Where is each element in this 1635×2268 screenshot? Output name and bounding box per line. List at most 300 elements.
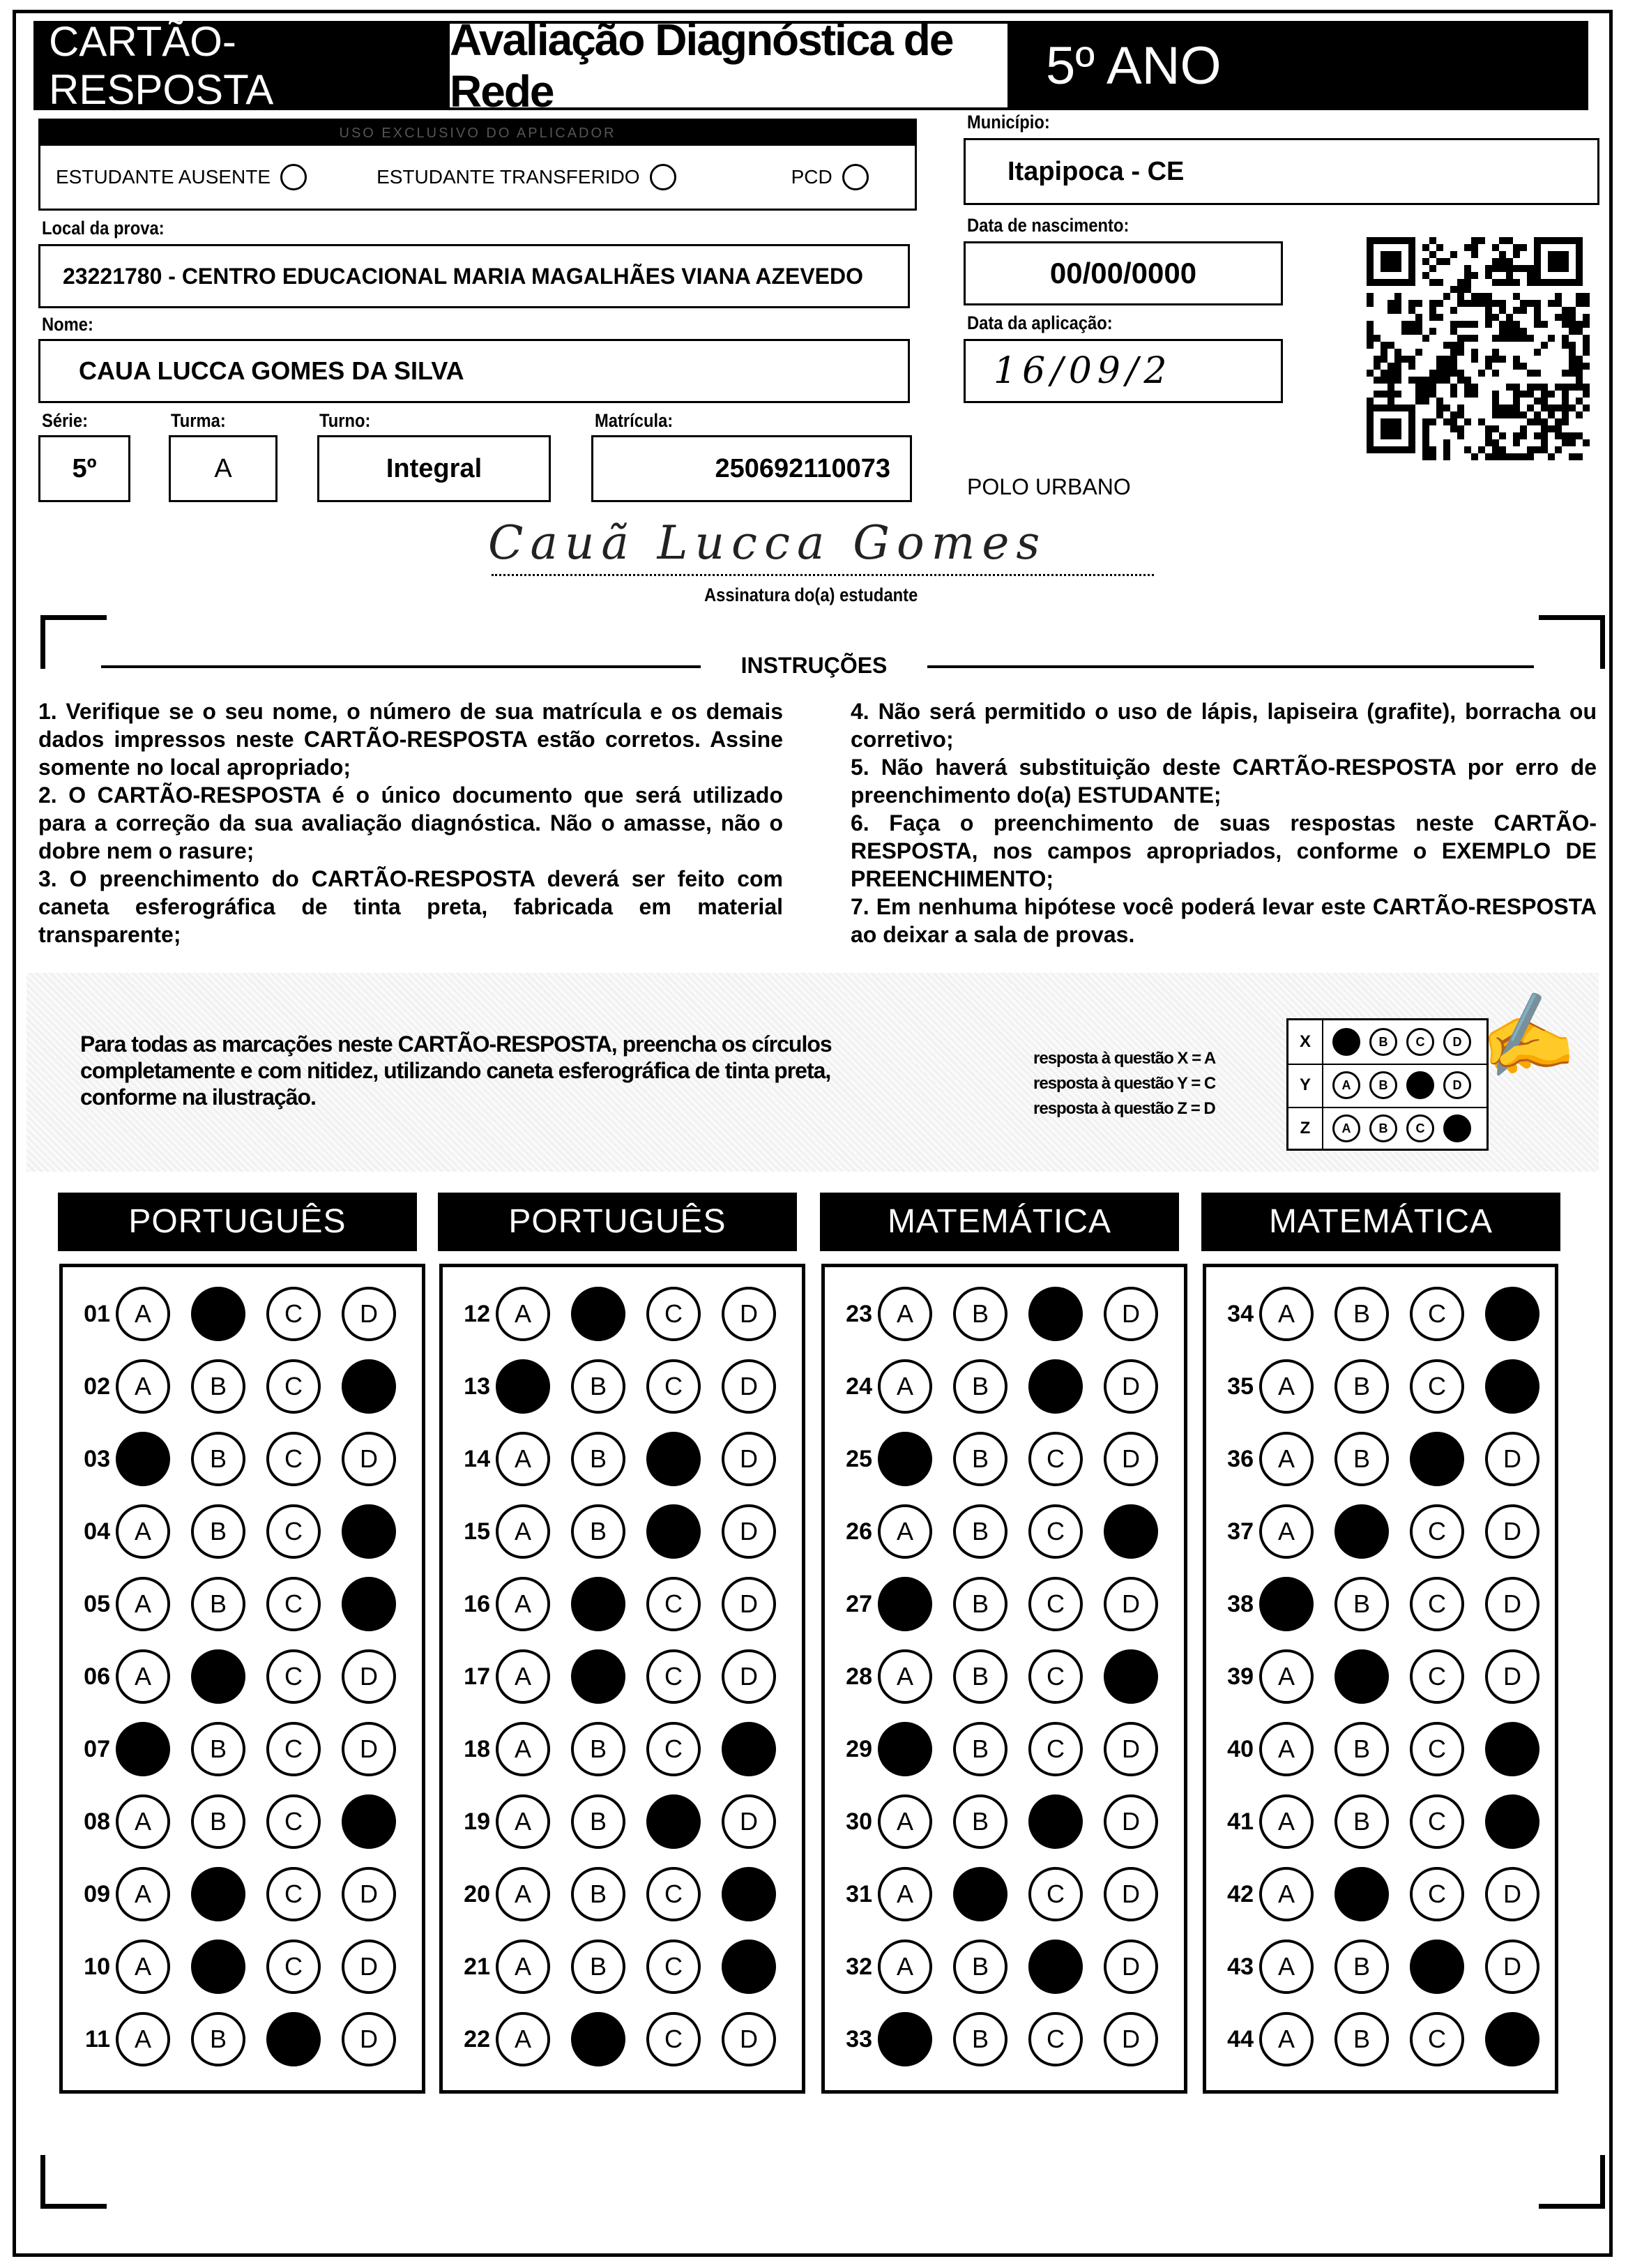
- answer-bubble-d[interactable]: D: [342, 1359, 396, 1414]
- answer-bubble-c[interactable]: C: [266, 1432, 321, 1486]
- answer-bubble-b[interactable]: B: [953, 1504, 1007, 1559]
- question-row: [71, 1573, 396, 1635]
- qr-code: [1367, 237, 1590, 460]
- question-number: 28: [846, 1663, 872, 1690]
- question-row: [1215, 1428, 1539, 1490]
- answer-bubble-a[interactable]: A: [496, 1432, 550, 1486]
- instruction-2: 2. O CARTÃO-RESPOSTA é o único documento que será utilizado para a correção da sua avaliação diagnóstica. Não o amasse, não o dobre nem o rasure;: [38, 783, 783, 863]
- corner-bottom-right: [1539, 2155, 1605, 2209]
- question-number: 09: [84, 1880, 110, 1907]
- question-row: [451, 1935, 776, 1998]
- answer-bubble-a[interactable]: A: [878, 1287, 932, 1341]
- question-number: 32: [846, 1953, 872, 1980]
- example-bubble: B: [1369, 1114, 1397, 1142]
- answer-bubble-a[interactable]: A: [116, 1649, 170, 1704]
- answer-bubble-a[interactable]: A: [496, 2012, 550, 2066]
- answer-bubble-d[interactable]: D: [342, 1867, 396, 1921]
- answer-bubble-c[interactable]: C: [646, 1287, 701, 1341]
- corner-bottom-left: [40, 2155, 107, 2209]
- answer-bubble-b[interactable]: B: [1334, 1432, 1389, 1486]
- question-number: 10: [84, 1953, 110, 1980]
- polo-label: POLO URBANO: [967, 474, 1131, 499]
- answer-bubble-a[interactable]: A: [1259, 2012, 1314, 2066]
- signature: Cauã Lucca Gomes: [488, 516, 1047, 570]
- question-row: [71, 1790, 396, 1853]
- answer-bubble-c[interactable]: C: [1410, 1432, 1464, 1486]
- answer-bubble-d[interactable]: D: [722, 1867, 776, 1921]
- answer-bubble-b[interactable]: B: [953, 1432, 1007, 1486]
- question-row: [833, 1283, 1158, 1345]
- question-row: [451, 1355, 776, 1418]
- answer-bubble-b[interactable]: B: [191, 1432, 245, 1486]
- example-bubble: A: [1332, 1114, 1360, 1142]
- question-row: [833, 1355, 1158, 1418]
- question-row: [71, 1355, 396, 1418]
- card-title: CARTÃO-RESPOSTA: [49, 18, 274, 113]
- answer-bubble-b[interactable]: B: [571, 2012, 625, 2066]
- answer-bubble-b[interactable]: B: [191, 1722, 245, 1776]
- answer-bubble-d[interactable]: D: [1104, 2012, 1158, 2066]
- question-number: 29: [846, 1735, 872, 1762]
- question-row: [833, 1428, 1158, 1490]
- example-row: [1288, 1107, 1486, 1150]
- assessment-title: Avaliação Diagnóstica de Rede: [450, 15, 953, 116]
- answer-bubble-c[interactable]: C: [1410, 1794, 1464, 1849]
- answer-bubble-a[interactable]: A: [878, 1577, 932, 1631]
- answer-bubble-b[interactable]: B: [953, 2012, 1007, 2066]
- question-row: [451, 1573, 776, 1635]
- signature-line: [492, 574, 1154, 576]
- answer-bubble-c[interactable]: C: [1028, 1867, 1083, 1921]
- local-label: Local da prova:: [42, 218, 165, 239]
- instruction-6: 6. Faça o preenchimento de suas respostas neste CARTÃO-RESPOSTA, nos campos apropriados, conforme o EXEMPLO DE PREENCHIMENTO;: [851, 810, 1597, 891]
- answer-bubble-d[interactable]: D: [1104, 1940, 1158, 1994]
- question-number: 35: [1227, 1373, 1254, 1400]
- answer-bubble-c[interactable]: C: [1028, 1504, 1083, 1559]
- answer-bubble-c[interactable]: C: [266, 1649, 321, 1704]
- answer-bubble-b[interactable]: B: [571, 1867, 625, 1921]
- nome-label: Nome:: [42, 314, 93, 335]
- turno-field: [317, 435, 551, 502]
- example-bubble: D: [1443, 1071, 1471, 1099]
- question-row: [451, 2008, 776, 2071]
- question-row: [833, 1790, 1158, 1853]
- answer-bubble-b[interactable]: B: [953, 1287, 1007, 1341]
- answer-bubble-d[interactable]: D: [1485, 1722, 1539, 1776]
- example-bubble: B: [1369, 1028, 1397, 1056]
- answer-bubble-a[interactable]: A: [1259, 1359, 1314, 1414]
- answer-bubble-b[interactable]: B: [571, 1722, 625, 1776]
- answer-bubble-d[interactable]: D: [1104, 1867, 1158, 1921]
- aplicacao-field[interactable]: [964, 339, 1283, 403]
- question-number: 05: [84, 1590, 110, 1617]
- answer-bubble-d[interactable]: D: [722, 1722, 776, 1776]
- answer-bubble-a[interactable]: A: [116, 1867, 170, 1921]
- answer-bubble-c[interactable]: C: [266, 1287, 321, 1341]
- aplicacao-label: Data da aplicação:: [967, 312, 1113, 333]
- instruction-1: 1. Verifique se o seu nome, o número de sua matrícula e os demais dados impressos neste CARTÃO-RESPOSTA estão corretos. Assine somente no local apropriado;: [38, 699, 783, 780]
- matricula-field: [591, 435, 912, 502]
- answer-bubble-c[interactable]: C: [1028, 1794, 1083, 1849]
- question-number: 30: [846, 1808, 872, 1835]
- answer-bubble-c[interactable]: C: [1410, 1867, 1464, 1921]
- answer-bubble-c[interactable]: C: [646, 1867, 701, 1921]
- answer-bubble-d[interactable]: D: [722, 1794, 776, 1849]
- answer-bubble-a[interactable]: A: [496, 1649, 550, 1704]
- answer-bubble-a[interactable]: A: [1259, 1794, 1314, 1849]
- question-row: [71, 1428, 396, 1490]
- answer-bubble-c[interactable]: C: [266, 1359, 321, 1414]
- answer-bubble-d[interactable]: D: [1485, 1794, 1539, 1849]
- answer-bubble-d[interactable]: D: [1485, 1359, 1539, 1414]
- question-number: 06: [84, 1663, 110, 1690]
- answer-bubble-a[interactable]: A: [878, 1649, 932, 1704]
- question-row: [1215, 1283, 1539, 1345]
- question-row: [1215, 1718, 1539, 1781]
- answer-bubble-d[interactable]: D: [342, 1649, 396, 1704]
- answer-bubble-a[interactable]: A: [116, 1940, 170, 1994]
- answer-bubble-a[interactable]: A: [878, 1504, 932, 1559]
- answer-bubble-c[interactable]: C: [266, 1504, 321, 1559]
- turno-value: Integral: [386, 453, 482, 483]
- absent-label: ESTUDANTE AUSENTE: [56, 166, 271, 188]
- answer-bubble-d[interactable]: D: [342, 1504, 396, 1559]
- answer-bubble-c[interactable]: C: [1028, 1722, 1083, 1776]
- answer-bubble-c[interactable]: C: [266, 1577, 321, 1631]
- question-row: [833, 1500, 1158, 1563]
- answer-bubble-b[interactable]: B: [1334, 1577, 1389, 1631]
- answer-bubble-d[interactable]: D: [342, 1794, 396, 1849]
- answer-bubble-a[interactable]: A: [496, 1287, 550, 1341]
- answer-bubble-a[interactable]: A: [878, 1867, 932, 1921]
- answer-bubble-b[interactable]: B: [191, 1940, 245, 1994]
- answer-bubble-d[interactable]: D: [722, 1649, 776, 1704]
- turno-label: Turno:: [319, 410, 371, 431]
- answer-bubble-b[interactable]: B: [571, 1577, 625, 1631]
- question-row: [1215, 2008, 1539, 2071]
- example-bubble: [1443, 1114, 1471, 1142]
- answer-bubble-a[interactable]: A: [1259, 1649, 1314, 1704]
- answer-bubble-a[interactable]: A: [496, 1577, 550, 1631]
- answer-bubble-a[interactable]: A: [878, 1794, 932, 1849]
- answer-bubble-c[interactable]: C: [1028, 2012, 1083, 2066]
- question-number: 36: [1227, 1445, 1254, 1472]
- question-number: 25: [846, 1445, 872, 1472]
- answer-bubble-b[interactable]: B: [191, 2012, 245, 2066]
- answer-bubble-c[interactable]: C: [1410, 1577, 1464, 1631]
- answer-bubble-a[interactable]: A: [1259, 1432, 1314, 1486]
- answer-bubble-d[interactable]: D: [1104, 1722, 1158, 1776]
- answer-bubble-b[interactable]: B: [1334, 1359, 1389, 1414]
- question-row: [71, 2008, 396, 2071]
- instructions-title: INSTRUÇÕES: [740, 653, 888, 678]
- answer-bubble-a[interactable]: A: [878, 2012, 932, 2066]
- answer-bubble-c[interactable]: C: [1028, 1287, 1083, 1341]
- answer-bubble-b[interactable]: B: [571, 1940, 625, 1994]
- question-number: 03: [84, 1445, 110, 1472]
- answer-bubble-b[interactable]: B: [191, 1577, 245, 1631]
- answer-bubble-c[interactable]: C: [1410, 1940, 1464, 1994]
- answer-bubble-d[interactable]: D: [1104, 1649, 1158, 1704]
- answer-bubble-a[interactable]: A: [1259, 1287, 1314, 1341]
- section-title: PORTUGUÊS: [438, 1193, 797, 1251]
- instruction-5: 5. Não haverá substituição deste CARTÃO-RESPOSTA por erro de preenchimento do(a) ESTUDANTE;: [851, 755, 1597, 808]
- answer-bubble-b[interactable]: B: [953, 1940, 1007, 1994]
- question-number: 01: [84, 1300, 110, 1327]
- answer-bubble-b[interactable]: B: [571, 1794, 625, 1849]
- answer-bubble-d[interactable]: D: [342, 1940, 396, 1994]
- answer-bubble-b[interactable]: B: [1334, 1504, 1389, 1559]
- answer-bubble-b[interactable]: B: [1334, 1794, 1389, 1849]
- answer-bubble-a[interactable]: A: [1259, 1577, 1314, 1631]
- answer-bubble-a[interactable]: A: [116, 1577, 170, 1631]
- question-row: [833, 2008, 1158, 2071]
- answer-bubble-b[interactable]: B: [191, 1794, 245, 1849]
- answer-bubble-a[interactable]: A: [116, 1504, 170, 1559]
- answer-bubble-b[interactable]: B: [1334, 2012, 1389, 2066]
- question-row: [71, 1500, 396, 1563]
- answer-bubble-c[interactable]: C: [646, 1794, 701, 1849]
- answer-bubble-c[interactable]: C: [1028, 1432, 1083, 1486]
- answer-bubble-a[interactable]: A: [878, 1722, 932, 1776]
- answer-bubble-a[interactable]: A: [116, 1794, 170, 1849]
- answer-bubble-b[interactable]: B: [1334, 1649, 1389, 1704]
- answer-bubble-a[interactable]: A: [116, 1359, 170, 1414]
- section-title: PORTUGUÊS: [58, 1193, 417, 1251]
- answer-bubble-d[interactable]: D: [1485, 1432, 1539, 1486]
- answer-bubble-c[interactable]: C: [646, 1940, 701, 1994]
- answer-bubble-b[interactable]: B: [1334, 1867, 1389, 1921]
- question-row: [1215, 1500, 1539, 1563]
- answer-bubble-c[interactable]: C: [266, 1722, 321, 1776]
- question-row: [71, 1863, 396, 1926]
- answer-bubble-d[interactable]: D: [1485, 1287, 1539, 1341]
- answer-bubble-b[interactable]: B: [953, 1577, 1007, 1631]
- question-row: [451, 1863, 776, 1926]
- answer-bubble-a[interactable]: A: [116, 1432, 170, 1486]
- answer-bubble-d[interactable]: D: [1104, 1577, 1158, 1631]
- answer-bubble-c[interactable]: C: [646, 1504, 701, 1559]
- question-number: 14: [464, 1445, 490, 1472]
- answer-bubble-b[interactable]: B: [953, 1359, 1007, 1414]
- answer-bubble-a[interactable]: A: [878, 1940, 932, 1994]
- answer-bubble-c[interactable]: C: [1410, 1649, 1464, 1704]
- answer-bubble-d[interactable]: D: [342, 1432, 396, 1486]
- transferred-checkbox[interactable]: [650, 164, 676, 190]
- answer-bubble-c[interactable]: C: [266, 2012, 321, 2066]
- answer-bubble-c[interactable]: C: [646, 1649, 701, 1704]
- answer-bubble-b[interactable]: B: [953, 1867, 1007, 1921]
- answer-bubble-c[interactable]: C: [266, 1867, 321, 1921]
- answer-bubble-d[interactable]: D: [1104, 1504, 1158, 1559]
- answer-bubble-a[interactable]: A: [1259, 1940, 1314, 1994]
- answer-bubble-c[interactable]: C: [646, 1359, 701, 1414]
- answer-bubble-d[interactable]: D: [1485, 1867, 1539, 1921]
- answer-bubble-b[interactable]: B: [571, 1432, 625, 1486]
- absent-checkbox[interactable]: [280, 164, 307, 190]
- answer-bubble-b[interactable]: B: [191, 1867, 245, 1921]
- example-row-label: X: [1288, 1020, 1323, 1064]
- question-row: [451, 1428, 776, 1490]
- municipio-label: Município:: [967, 112, 1050, 133]
- answer-bubble-b[interactable]: B: [571, 1287, 625, 1341]
- answer-bubble-c[interactable]: C: [1410, 1287, 1464, 1341]
- question-number: 37: [1227, 1518, 1254, 1545]
- answer-bubble-c[interactable]: C: [646, 1577, 701, 1631]
- question-number: 42: [1227, 1880, 1254, 1907]
- question-row: [833, 1718, 1158, 1781]
- question-number: 16: [464, 1590, 490, 1617]
- question-number: 26: [846, 1518, 872, 1545]
- answer-bubble-a[interactable]: A: [116, 1287, 170, 1341]
- answer-bubble-b[interactable]: B: [571, 1649, 625, 1704]
- serie-field: [38, 435, 130, 502]
- answer-bubble-d[interactable]: D: [1104, 1794, 1158, 1849]
- answer-bubble-c[interactable]: C: [646, 2012, 701, 2066]
- matricula-value: 250692110073: [715, 453, 890, 483]
- answer-bubble-b[interactable]: B: [571, 1504, 625, 1559]
- question-row: [451, 1283, 776, 1345]
- answer-bubble-a[interactable]: A: [496, 1867, 550, 1921]
- answer-bubble-a[interactable]: A: [878, 1432, 932, 1486]
- answer-bubble-c[interactable]: C: [646, 1722, 701, 1776]
- answer-bubble-a[interactable]: A: [496, 1940, 550, 1994]
- answer-bubble-b[interactable]: B: [1334, 1722, 1389, 1776]
- local-field: [38, 244, 910, 308]
- answer-panel: [1203, 1264, 1558, 2094]
- answer-bubble-a[interactable]: A: [496, 1794, 550, 1849]
- answer-bubble-d[interactable]: D: [722, 2012, 776, 2066]
- answer-bubble-a[interactable]: A: [116, 2012, 170, 2066]
- local-value: 23221780 - CENTRO EDUCACIONAL MARIA MAGALHÃES VIANA AZEVEDO: [63, 263, 864, 289]
- example-row-label: Z: [1288, 1107, 1323, 1150]
- answer-bubble-c[interactable]: C: [1410, 1722, 1464, 1776]
- question-row: [1215, 1935, 1539, 1998]
- answer-bubble-c[interactable]: C: [646, 1432, 701, 1486]
- answer-bubble-c[interactable]: C: [1410, 1504, 1464, 1559]
- answer-bubble-d[interactable]: D: [1485, 1649, 1539, 1704]
- answer-bubble-d[interactable]: D: [342, 1287, 396, 1341]
- example-bubble: C: [1406, 1028, 1434, 1056]
- question-number: 13: [464, 1373, 490, 1400]
- answer-bubble-a[interactable]: A: [878, 1359, 932, 1414]
- answer-bubble-d[interactable]: D: [1485, 1504, 1539, 1559]
- question-number: 38: [1227, 1590, 1254, 1617]
- question-number: 02: [84, 1373, 110, 1400]
- question-number: 07: [84, 1735, 110, 1762]
- answer-bubble-b[interactable]: B: [191, 1287, 245, 1341]
- answer-bubble-a[interactable]: A: [1259, 1722, 1314, 1776]
- answer-bubble-d[interactable]: D: [722, 1359, 776, 1414]
- answer-bubble-d[interactable]: D: [342, 1722, 396, 1776]
- question-row: [833, 1645, 1158, 1708]
- question-number: 18: [464, 1735, 490, 1762]
- answer-bubble-d[interactable]: D: [342, 2012, 396, 2066]
- answer-bubble-c[interactable]: C: [1028, 1359, 1083, 1414]
- answer-bubble-a[interactable]: A: [1259, 1504, 1314, 1559]
- answer-bubble-b[interactable]: B: [953, 1794, 1007, 1849]
- question-number: 22: [464, 2025, 490, 2052]
- municipio-value: Itapipoca - CE: [1007, 156, 1185, 186]
- pen-hand-icon: ✍: [1471, 985, 1581, 1086]
- matricula-label: Matrícula:: [595, 410, 674, 431]
- legend-z: resposta à questão Z = D: [1033, 1099, 1215, 1118]
- question-number: 04: [84, 1518, 110, 1545]
- answer-bubble-c[interactable]: C: [1028, 1940, 1083, 1994]
- question-row: [71, 1645, 396, 1708]
- question-number: 15: [464, 1518, 490, 1545]
- question-number: 39: [1227, 1663, 1254, 1690]
- question-row: [1215, 1645, 1539, 1708]
- answer-bubble-b[interactable]: B: [191, 1504, 245, 1559]
- answer-bubble-b[interactable]: B: [953, 1649, 1007, 1704]
- answer-bubble-d[interactable]: D: [342, 1577, 396, 1631]
- turma-label: Turma:: [171, 410, 226, 431]
- answer-bubble-d[interactable]: D: [722, 1940, 776, 1994]
- example-bubble: [1332, 1028, 1360, 1056]
- example-bubble: C: [1406, 1114, 1434, 1142]
- answer-bubble-b[interactable]: B: [1334, 1287, 1389, 1341]
- answer-bubble-d[interactable]: D: [1485, 1577, 1539, 1631]
- answer-bubble-c[interactable]: C: [266, 1940, 321, 1994]
- answer-bubble-d[interactable]: D: [1104, 1432, 1158, 1486]
- answer-bubble-c[interactable]: C: [266, 1794, 321, 1849]
- answer-bubble-a[interactable]: A: [496, 1504, 550, 1559]
- answer-bubble-c[interactable]: C: [1410, 1359, 1464, 1414]
- answer-bubble-a[interactable]: A: [1259, 1867, 1314, 1921]
- applicator-box: [38, 119, 917, 211]
- example-row: [1288, 1064, 1486, 1108]
- question-row: [1215, 1790, 1539, 1853]
- answer-panel: [821, 1264, 1187, 2094]
- answer-bubble-a[interactable]: A: [116, 1722, 170, 1776]
- instr-rule-right: [927, 665, 1534, 668]
- turma-field: [169, 435, 277, 502]
- answer-bubble-b[interactable]: B: [953, 1722, 1007, 1776]
- answer-bubble-d[interactable]: D: [722, 1577, 776, 1631]
- question-number: 44: [1227, 2025, 1254, 2052]
- answer-bubble-a[interactable]: A: [496, 1359, 550, 1414]
- answer-bubble-d[interactable]: D: [1485, 2012, 1539, 2066]
- answer-bubble-b[interactable]: B: [1334, 1940, 1389, 1994]
- answer-bubble-d[interactable]: D: [722, 1504, 776, 1559]
- answer-bubble-d[interactable]: D: [722, 1432, 776, 1486]
- signature-label: Assinatura do(a) estudante: [704, 584, 918, 605]
- question-number: 20: [464, 1880, 490, 1907]
- answer-bubble-d[interactable]: D: [1485, 1940, 1539, 1994]
- answer-bubble-c[interactable]: C: [1410, 2012, 1464, 2066]
- question-number: 43: [1227, 1953, 1254, 1980]
- answer-bubble-b[interactable]: B: [571, 1359, 625, 1414]
- answer-bubble-b[interactable]: B: [191, 1649, 245, 1704]
- answer-bubble-c[interactable]: C: [1028, 1649, 1083, 1704]
- nome-field: [38, 339, 910, 403]
- answer-bubble-c[interactable]: C: [1028, 1577, 1083, 1631]
- question-row: [451, 1790, 776, 1853]
- question-number: 27: [846, 1590, 872, 1617]
- answer-bubble-d[interactable]: D: [1104, 1359, 1158, 1414]
- question-row: [1215, 1355, 1539, 1418]
- applicator-title: USO EXCLUSIVO DO APLICADOR: [40, 121, 915, 146]
- answer-bubble-d[interactable]: D: [1104, 1287, 1158, 1341]
- example-row-label: Y: [1288, 1064, 1323, 1107]
- pcd-checkbox[interactable]: [842, 164, 869, 190]
- answer-bubble-a[interactable]: A: [496, 1722, 550, 1776]
- municipio-field: [964, 138, 1599, 205]
- question-number: 12: [464, 1300, 490, 1327]
- answer-bubble-d[interactable]: D: [722, 1287, 776, 1341]
- answer-bubble-b[interactable]: B: [191, 1359, 245, 1414]
